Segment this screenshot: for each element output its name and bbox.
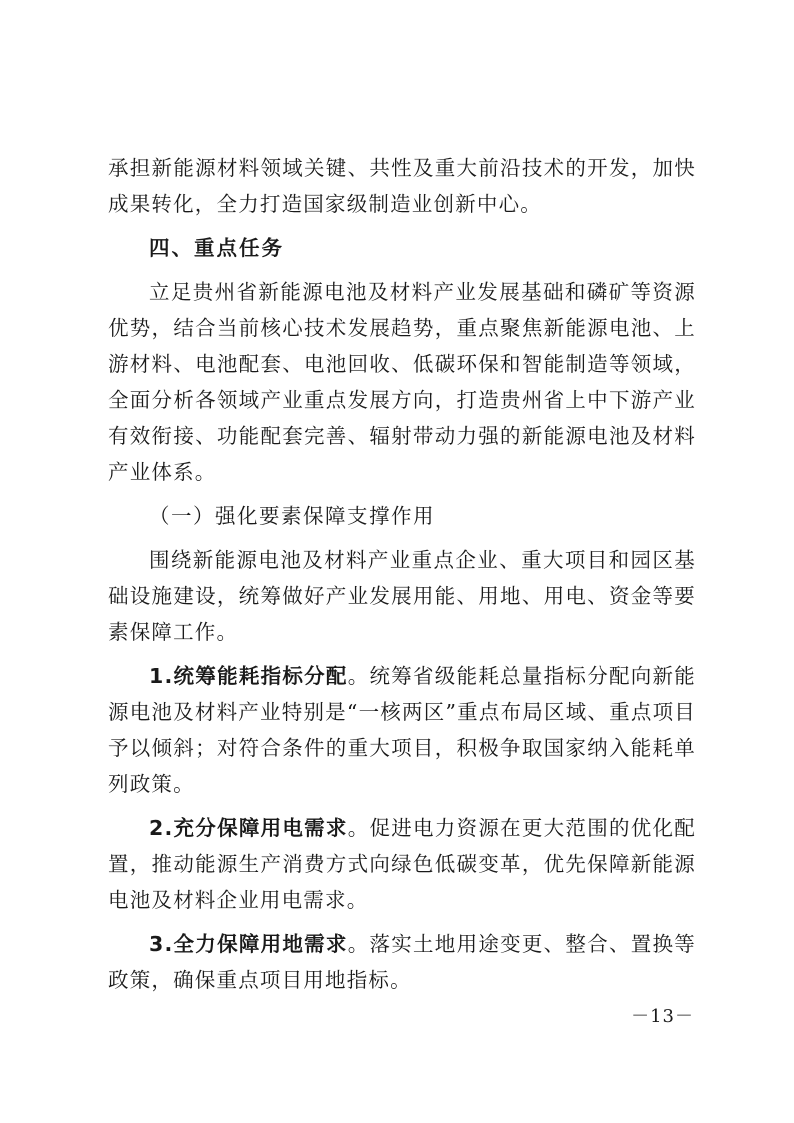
item-text: 。统筹省级能耗总量指标分配向新能源电池及材料产业特别是“一核两区”重点布局区域、重点项目予以倾斜；对符合条件的重大项目，积极争取国家纳入能耗单列政策。 — [108, 664, 696, 796]
item-lead: 2.充分保障用电需求 — [149, 816, 348, 840]
item-text: 。促进电力资源在更大范围的优化配置，推动能源生产消费方式向绿色低碳变革，优先保障新能源电池及材料企业用电需求。 — [108, 816, 696, 912]
subsection-intro-paragraph: 围绕新能源电池及材料产业重点企业、重大项目和园区基础设施建设，统筹做好产业发展用能、用地、用电、资金等要素保障工作。 — [108, 548, 696, 644]
item-lead: 1.统筹能耗指标分配 — [149, 664, 348, 688]
continued-paragraph: 承担新能源材料领域关键、共性及重大前沿技术的开发，加快成果转化，全力打造国家级制造业创新中心。 — [108, 156, 696, 216]
list-item — [108, 658, 696, 802]
section-heading: 四、重点任务 — [149, 236, 284, 260]
section-intro-paragraph: 立足贵州省新能源电池及材料产业发展基础和磷矿等资源优势，结合当前核心技术发展趋势，重点聚焦新能源电池、上游材料、电池配套、电池回收、低碳环保和智能制造等领域，全面分析各领域产业重点发展方向，打造贵州省上中下游产业有效衔接、功能配套完善、辐射带动力强的新能源电池及材料产业体系。 — [108, 280, 696, 484]
list-item — [108, 810, 696, 918]
item-text: 。落实土地用途变更、整合、置换等政策，确保重点项目用地指标。 — [108, 932, 696, 992]
item-lead: 3.全力保障用地需求 — [149, 932, 348, 956]
page-number: －13－ — [631, 1006, 694, 1027]
page-content — [108, 150, 696, 998]
subsection-heading: （一）强化要素保障支撑作用 — [149, 504, 435, 528]
list-item — [108, 926, 696, 998]
